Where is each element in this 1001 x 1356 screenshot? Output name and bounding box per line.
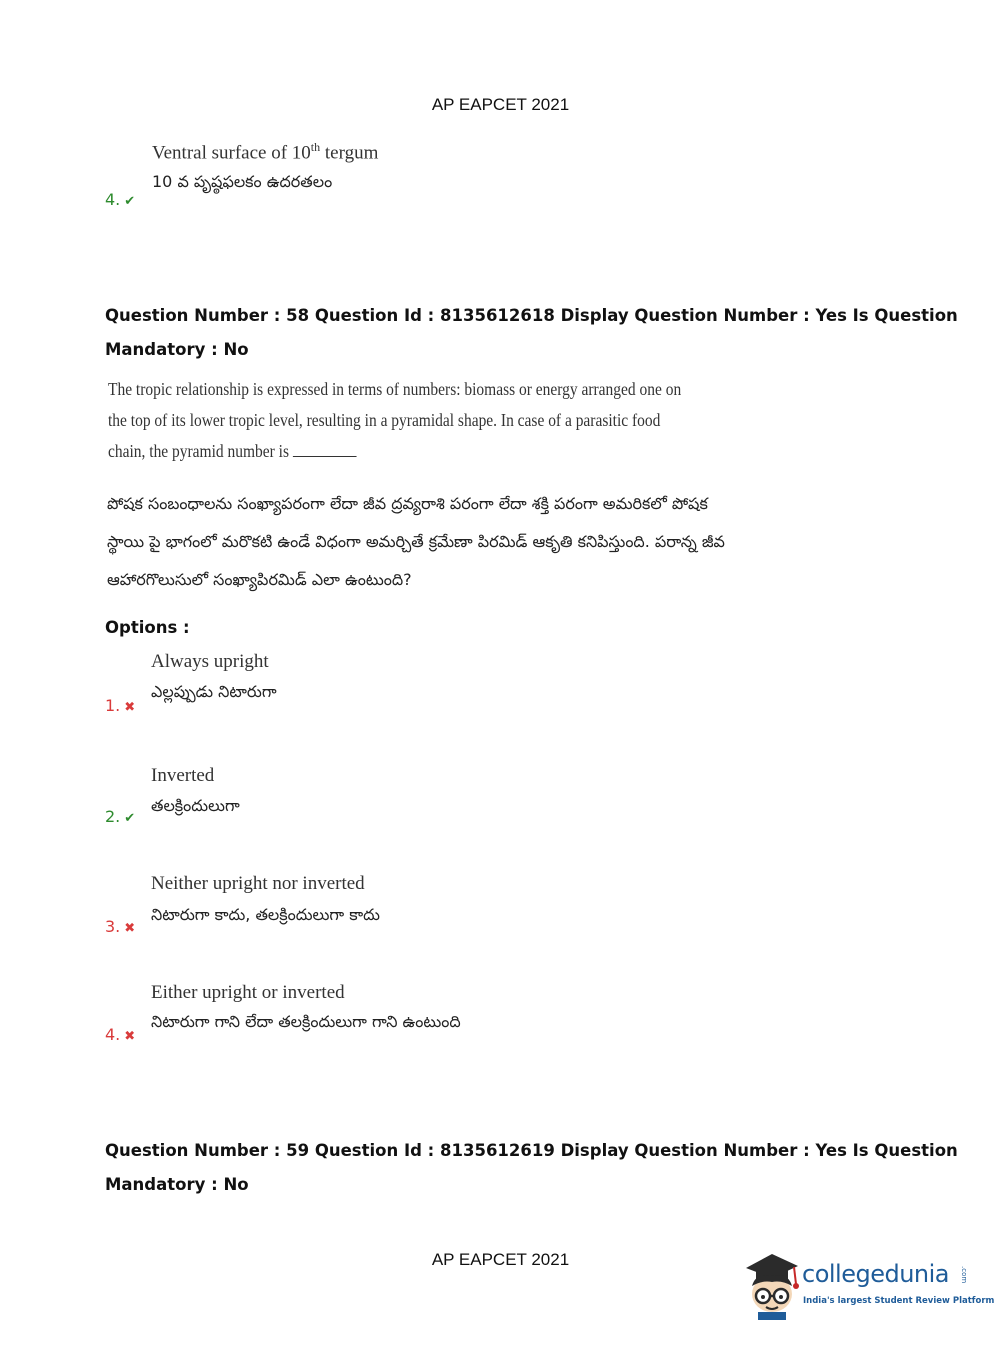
q59-meta-line1: Question Number : 59 Question Id : 8135612619 Display Question Number : Yes Is Question — [105, 1141, 958, 1160]
q59-meta-line2: Mandatory : No — [105, 1175, 249, 1194]
q58-english-line1: The tropic relationship is expressed in terms of numbers: biomass or energy arranged one on — [108, 379, 682, 399]
prev-option-english-text: Ventral surface of 10 — [152, 142, 311, 164]
q58-telugu-line3: ఆహారగొలుసులో సంఖ్యాపిరమిడ్ ఎలా ఉంటుంది? — [107, 570, 412, 589]
prev-option-english — [152, 140, 378, 164]
page-header: AP EAPCET 2021 — [431, 95, 570, 114]
prev-option-number — [105, 190, 135, 209]
option-4-telugu: నిటారుగా గాని లేదా తలక్రిందులుగా గాని ఉంటుంది — [151, 1012, 461, 1031]
option-2-number — [105, 807, 135, 826]
option-2-english: Inverted — [151, 765, 215, 786]
prev-option-english-tail: tergum — [324, 142, 379, 164]
check-icon: ✔ — [124, 194, 136, 209]
logo-tagline: India's largest Student Review Platform — [803, 1296, 995, 1306]
options-label: Options : — [105, 618, 190, 637]
q58-telugu-line2: స్థాయి పై భాగంలో మరొకటి ఉండే విధంగా అమర్చితే క్రమేణా పిరమిడ్ ఆకృతి కనిపిస్తుంది. పరాన్న జీవ — [107, 532, 725, 551]
q58-meta-line2: Mandatory : No — [105, 340, 249, 359]
q58-english-line2: the top of its lower tropic level, resulting in a pyramidal shape. In case of a parasitic food — [108, 410, 661, 430]
option-4-number-label: 4. — [105, 1025, 121, 1044]
option-4-number — [105, 1025, 135, 1044]
option-3-number-label: 3. — [105, 917, 121, 936]
option-3-telugu: నిటారుగా కాదు, తలక్రిందులుగా కాదు — [151, 905, 380, 924]
check-icon: ✔ — [124, 811, 136, 826]
cross-icon: ✖ — [124, 1029, 136, 1044]
option-1-number — [105, 696, 135, 715]
cross-icon: ✖ — [124, 700, 136, 715]
option-1-english: Always upright — [151, 651, 269, 672]
logo-wordmark: collegedunia — [802, 1260, 950, 1288]
mascot-icon — [742, 1250, 802, 1320]
option-1-number-label: 1. — [105, 696, 121, 715]
option-2-number-label: 2. — [105, 807, 121, 826]
q58-meta-line1: Question Number : 58 Question Id : 8135612618 Display Question Number : Yes Is Question — [105, 306, 958, 325]
q58-english-line3 — [108, 441, 356, 462]
option-4-english: Either upright or inverted — [151, 982, 345, 1003]
option-3-number — [105, 917, 135, 936]
prev-option-number-label: 4. — [105, 190, 121, 209]
cross-icon: ✖ — [124, 921, 136, 936]
option-2-telugu: తలక్రిందులుగా — [151, 796, 240, 815]
prev-option-telugu: 10 వ పృష్ఠఫలకం ఉదరతలం — [152, 172, 333, 191]
prev-option-sup: th — [310, 140, 321, 154]
q58-telugu-line1: పోషక సంబంధాలను సంఖ్యాపరంగా లేదా జీవ ద్రవ్యరాశి పరంగా లేదా శక్తి పరంగా అమరికలో పోషక — [107, 494, 708, 513]
option-3-english: Neither upright nor inverted — [151, 873, 365, 894]
option-1-telugu: ఎల్లప్పుడు నిటారుగా — [151, 682, 277, 701]
answer-blank — [293, 442, 357, 457]
logo-suffix: .com — [960, 1266, 968, 1284]
q58-english-line3-text: chain, the pyramid number is — [108, 441, 289, 461]
collegedunia-logo — [742, 1250, 995, 1320]
page-footer: AP EAPCET 2021 — [431, 1250, 570, 1269]
